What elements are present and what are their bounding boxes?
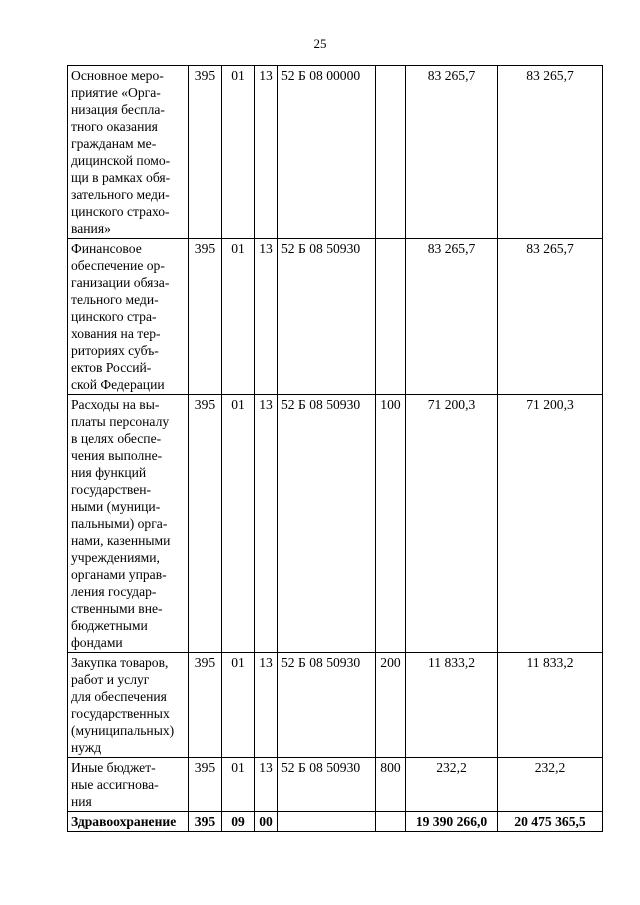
total-expense-type-cell [376, 812, 406, 832]
target-article-cell: 52 Б 08 00000 [278, 66, 376, 239]
subsection-code-cell: 13 [255, 395, 278, 653]
target-article-cell: 52 Б 08 50930 [278, 239, 376, 395]
row-name-cell: Основное меро- приятие «Орга- низация беспла- тного оказания гражданам ме- дицинской помо- щи в рамках обя- зательного меди- цинского страхо- вания» [68, 66, 189, 239]
amount-year1-cell: 71 200,3 [406, 395, 498, 653]
budget-table [67, 65, 603, 832]
target-article-cell: 52 Б 08 50930 [278, 758, 376, 812]
expense-type-cell: 100 [376, 395, 406, 653]
ministry-code-cell: 395 [189, 239, 222, 395]
table-row [68, 66, 603, 239]
ministry-code-cell: 395 [189, 758, 222, 812]
amount-year1-cell: 11 833,2 [406, 653, 498, 758]
section-code-cell: 01 [222, 66, 255, 239]
expense-type-cell [376, 66, 406, 239]
section-code-cell: 01 [222, 395, 255, 653]
amount-year1-cell: 232,2 [406, 758, 498, 812]
total-subsection-code-cell: 00 [255, 812, 278, 832]
total-target-article-cell [278, 812, 376, 832]
expense-type-cell: 200 [376, 653, 406, 758]
ministry-code-cell: 395 [189, 66, 222, 239]
expense-type-cell [376, 239, 406, 395]
target-article-cell: 52 Б 08 50930 [278, 653, 376, 758]
section-code-cell: 01 [222, 653, 255, 758]
ministry-code-cell: 395 [189, 395, 222, 653]
row-name-cell: Финансовое обеспечение ор- ганизации обяза- тельного меди- цинского стра- хования на тер- риториях субъ- ектов Россий- ской Федерации [68, 239, 189, 395]
amount-year1-cell: 83 265,7 [406, 239, 498, 395]
table-row [68, 395, 603, 653]
table-row [68, 653, 603, 758]
amount-year1-cell: 83 265,7 [406, 66, 498, 239]
subsection-code-cell: 13 [255, 239, 278, 395]
section-code-cell: 01 [222, 239, 255, 395]
row-name-cell: Закупка товаров, работ и услуг для обеспечения государственных (муниципальных) нужд [68, 653, 189, 758]
amount-year2-cell: 83 265,7 [498, 66, 603, 239]
page-number: 25 [313, 36, 327, 51]
ministry-code-cell: 395 [189, 653, 222, 758]
amount-year2-cell: 71 200,3 [498, 395, 603, 653]
total-amount-year1-cell: 19 390 266,0 [406, 812, 498, 832]
table-row [68, 758, 603, 812]
row-name-cell: Расходы на вы- платы персоналу в целях обеспе- чения выполне- ния функций государствен- ными (муници- пальными) орга- нами, казенными учреждениями, органами управ- ления государ- ственными вне- бюджетными фондами [68, 395, 189, 653]
total-name-cell: Здравоохранение [68, 812, 189, 832]
total-section-code-cell: 09 [222, 812, 255, 832]
table-row [68, 239, 603, 395]
total-row [68, 812, 603, 832]
total-ministry-code-cell: 395 [189, 812, 222, 832]
subsection-code-cell: 13 [255, 758, 278, 812]
total-amount-year2-cell: 20 475 365,5 [498, 812, 603, 832]
expense-type-cell: 800 [376, 758, 406, 812]
row-name-cell: Иные бюджет- ные ассигнова- ния [68, 758, 189, 812]
target-article-cell: 52 Б 08 50930 [278, 395, 376, 653]
amount-year2-cell: 83 265,7 [498, 239, 603, 395]
amount-year2-cell: 11 833,2 [498, 653, 603, 758]
subsection-code-cell: 13 [255, 653, 278, 758]
subsection-code-cell: 13 [255, 66, 278, 239]
amount-year2-cell: 232,2 [498, 758, 603, 812]
section-code-cell: 01 [222, 758, 255, 812]
